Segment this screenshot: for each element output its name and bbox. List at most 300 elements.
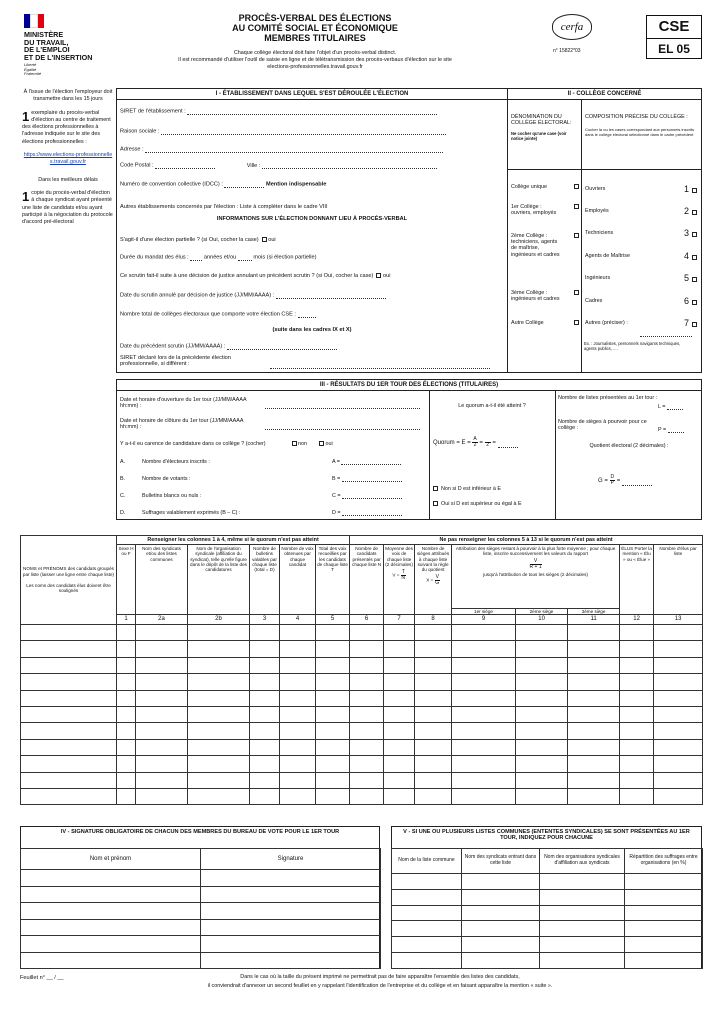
compo-checkbox[interactable]: [692, 322, 697, 327]
compo-label: Cadres: [585, 298, 603, 305]
liste-commune-cell[interactable]: [625, 937, 703, 953]
duree-annees-input[interactable]: [190, 254, 202, 261]
table-cell[interactable]: [568, 739, 620, 755]
table-cell[interactable]: [136, 690, 188, 706]
cerfa-logo: cerfa: [552, 14, 592, 40]
table-cell[interactable]: [568, 707, 620, 723]
college-option[interactable]: [511, 290, 579, 302]
table-cell[interactable]: [136, 657, 188, 673]
compo-checkbox[interactable]: [692, 232, 697, 237]
form-title-line: MEMBRES TITULAIRES: [264, 32, 366, 43]
quorum-oui-checkbox[interactable]: [433, 501, 438, 506]
motto-line: Égalité: [24, 66, 37, 72]
table-cell[interactable]: [350, 772, 384, 788]
table-cell[interactable]: [350, 657, 384, 673]
liste-commune-row: [392, 874, 703, 890]
liste-commune-cell[interactable]: [462, 905, 540, 921]
table-cell[interactable]: [250, 690, 280, 706]
table-cell[interactable]: [350, 723, 384, 739]
raison-input[interactable]: [161, 128, 446, 135]
vote-eq: B =: [332, 475, 341, 482]
adresse-input[interactable]: [145, 146, 443, 153]
table-cell[interactable]: [188, 789, 250, 805]
table-cell[interactable]: [250, 641, 280, 657]
table-cell[interactable]: [350, 756, 384, 772]
table-cell[interactable]: [280, 739, 316, 755]
column-number: 10: [516, 615, 568, 625]
formula-v: V =: [392, 573, 400, 579]
table-cell[interactable]: [516, 641, 568, 657]
vote-eq: A =: [332, 458, 340, 465]
signature-cell[interactable]: [21, 903, 201, 920]
table-cell[interactable]: [620, 690, 654, 706]
sidebar-number: 1: [22, 188, 30, 204]
table-cell[interactable]: [250, 739, 280, 755]
table-cell[interactable]: [316, 739, 350, 755]
table-cell[interactable]: [452, 723, 516, 739]
liste-commune-cell[interactable]: [392, 889, 462, 905]
sidebar-number: 1: [22, 108, 30, 124]
g-den: P: [610, 480, 614, 486]
ministry-logo: [24, 14, 119, 76]
partielle-label: S'agit-il d'une élection partielle ? (si Oui, cocher la case): [120, 237, 259, 243]
l-input[interactable]: [667, 403, 683, 410]
table-cell[interactable]: [620, 789, 654, 805]
college-option[interactable]: [511, 233, 579, 258]
liste-commune-cell[interactable]: [392, 937, 462, 953]
table-cell[interactable]: [452, 625, 516, 641]
signature-cell[interactable]: [21, 919, 201, 936]
table-cell[interactable]: [516, 690, 568, 706]
table-cell[interactable]: [350, 625, 384, 641]
table-cell[interactable]: [654, 756, 703, 772]
table-cell[interactable]: [620, 657, 654, 673]
table-cell[interactable]: [21, 789, 117, 805]
table-cell[interactable]: [516, 756, 568, 772]
table-cell[interactable]: [280, 789, 316, 805]
quorum-block: Le quorum a-t-il été atteint ? Quorum = E = $\frac{A}{2}$ = 2 = Non si D est inférieur à E Oui si D est supérieur ou égal à E: [433, 403, 551, 508]
liste-commune-cell[interactable]: [625, 953, 703, 969]
cp-input[interactable]: [155, 162, 215, 169]
signature-cell[interactable]: [21, 870, 201, 887]
table-cell[interactable]: [117, 739, 136, 755]
table-cell[interactable]: [280, 657, 316, 673]
table-cell[interactable]: [280, 674, 316, 690]
liste-commune-cell[interactable]: [462, 937, 540, 953]
table-cell[interactable]: [136, 756, 188, 772]
siret-prec-label: SIRET déclaré lors de la précédente élection professionnelle, si différent :: [120, 355, 231, 368]
table-cell[interactable]: [620, 739, 654, 755]
signature-cell[interactable]: [21, 952, 201, 969]
column-number: 2a: [136, 615, 188, 625]
ville-input[interactable]: [262, 162, 437, 169]
vote-input[interactable]: [341, 458, 401, 465]
vote-input[interactable]: [342, 492, 402, 499]
table-header-2: Ne pas renseigner les colonnes 5 à 13 si le quorum n'est pas atteint: [350, 536, 703, 545]
carence-non: non: [298, 441, 308, 447]
table-cell[interactable]: [384, 789, 415, 805]
college-checkbox[interactable]: [574, 320, 579, 325]
cloture-label: Date et horaire de clôture du 1er tour (JJ/MM/AAAA hh:mm) :: [120, 418, 244, 431]
table-cell[interactable]: [188, 723, 250, 739]
liste-commune-cell[interactable]: [462, 953, 540, 969]
quorum-label: Quorum =: [433, 440, 460, 447]
compo-checkbox[interactable]: [692, 277, 697, 282]
vote-letter: A.: [120, 458, 126, 465]
table-cell[interactable]: [620, 723, 654, 739]
table-cell[interactable]: [280, 625, 316, 641]
liste-commune-cell[interactable]: [462, 889, 540, 905]
table-cell[interactable]: [117, 690, 136, 706]
college-checkbox[interactable]: [574, 204, 579, 209]
table-cell[interactable]: [384, 641, 415, 657]
table-cell[interactable]: [117, 707, 136, 723]
liste-commune-cell[interactable]: [625, 921, 703, 937]
signature-cell[interactable]: [201, 870, 381, 887]
formula-n: N: [401, 575, 406, 582]
table-cell[interactable]: [280, 723, 316, 739]
annul-checkbox[interactable]: [376, 273, 381, 278]
table-cell[interactable]: [21, 641, 117, 657]
table-cell[interactable]: [452, 641, 516, 657]
table-cell[interactable]: [516, 674, 568, 690]
liste-commune-cell[interactable]: [540, 874, 625, 890]
signature-cell[interactable]: [201, 903, 381, 920]
liste-commune-cell[interactable]: [392, 874, 462, 890]
vote-label: Nombre d'électeurs inscrits :: [142, 458, 210, 465]
table-cell[interactable]: [452, 690, 516, 706]
column-number: 9: [452, 615, 516, 625]
date-annul-input[interactable]: [276, 292, 386, 299]
table-cell[interactable]: [415, 625, 452, 641]
col-head: Nombre de voix obtenues par chaque candidat: [280, 545, 316, 615]
table-cell[interactable]: [384, 707, 415, 723]
table-cell[interactable]: [516, 739, 568, 755]
table-cell[interactable]: [654, 789, 703, 805]
table-cell[interactable]: [568, 756, 620, 772]
table-cell[interactable]: [384, 756, 415, 772]
table-cell[interactable]: [316, 625, 350, 641]
compo-option[interactable]: [585, 228, 697, 238]
liste-commune-cell[interactable]: [540, 921, 625, 937]
table-cell[interactable]: [452, 657, 516, 673]
table-cell[interactable]: [384, 690, 415, 706]
carence-oui-checkbox[interactable]: [319, 441, 324, 446]
table-cell[interactable]: [250, 707, 280, 723]
table-cell[interactable]: [654, 641, 703, 657]
college-option[interactable]: [511, 204, 579, 216]
sidebar-instructions: [22, 89, 114, 226]
table-cell[interactable]: [188, 625, 250, 641]
table-cell[interactable]: [568, 690, 620, 706]
table-cell[interactable]: [188, 641, 250, 657]
table-cell[interactable]: [452, 789, 516, 805]
college-option[interactable]: [511, 184, 579, 190]
table-cell[interactable]: [316, 690, 350, 706]
table-cell[interactable]: [620, 756, 654, 772]
table-cell[interactable]: [136, 641, 188, 657]
p-input[interactable]: [668, 426, 684, 433]
table-cell[interactable]: [384, 739, 415, 755]
table-cell[interactable]: [384, 772, 415, 788]
duree-mois-input[interactable]: [238, 254, 252, 261]
table-cell[interactable]: [350, 674, 384, 690]
table-cell[interactable]: [516, 625, 568, 641]
liste-commune-cell[interactable]: [392, 921, 462, 937]
table-cell[interactable]: [136, 739, 188, 755]
liste-commune-cell[interactable]: [625, 889, 703, 905]
liste-commune-cell[interactable]: [540, 937, 625, 953]
table-cell[interactable]: [21, 707, 117, 723]
sidebar-link[interactable]: https://www.elections-professionnelles.travail.gouv.fr: [23, 152, 113, 166]
formula-vr: V: [530, 559, 542, 565]
ouverture-input[interactable]: [265, 402, 420, 409]
table-cell[interactable]: [21, 690, 117, 706]
date-prec-input[interactable]: [227, 343, 337, 350]
table-cell[interactable]: [620, 772, 654, 788]
col-head-siege: 1er siège: [452, 609, 516, 614]
table-cell[interactable]: [452, 707, 516, 723]
table-cell[interactable]: [21, 756, 117, 772]
table-cell[interactable]: [316, 756, 350, 772]
table-cell[interactable]: [280, 772, 316, 788]
compo-checkbox[interactable]: [692, 210, 697, 215]
table-cell[interactable]: [654, 707, 703, 723]
table-cell[interactable]: [415, 723, 452, 739]
compo-checkbox[interactable]: [692, 300, 697, 305]
table-cell[interactable]: [654, 674, 703, 690]
table-cell[interactable]: [136, 674, 188, 690]
table-cell[interactable]: [250, 674, 280, 690]
vote-input[interactable]: [342, 475, 402, 482]
compo-option[interactable]: [585, 318, 697, 328]
signature-cell[interactable]: [201, 936, 381, 953]
college-option[interactable]: [511, 320, 579, 326]
table-cell[interactable]: [568, 625, 620, 641]
compo-number: 7: [683, 318, 689, 328]
table-cell[interactable]: [280, 641, 316, 657]
table-cell[interactable]: [188, 707, 250, 723]
signature-row: [21, 936, 381, 953]
vote-input[interactable]: [342, 509, 402, 516]
compo-checkbox[interactable]: [692, 255, 697, 260]
listes-communes-table: [391, 848, 703, 969]
college-checkbox[interactable]: [574, 290, 579, 295]
table-cell[interactable]: [620, 707, 654, 723]
g-input[interactable]: [622, 479, 652, 486]
table-cell[interactable]: [350, 739, 384, 755]
table-cell[interactable]: [316, 789, 350, 805]
table-cell[interactable]: [415, 674, 452, 690]
table-cell[interactable]: [136, 723, 188, 739]
table-cell[interactable]: [350, 707, 384, 723]
footer-line: il conviendrait d'annexer un second feuillet en y rappelant l'identification de l'entreprise et du collège et en faisant apparaître la mention « suite ».: [207, 982, 553, 989]
table-cell[interactable]: [516, 657, 568, 673]
table-cell[interactable]: [350, 690, 384, 706]
cloture-input[interactable]: [265, 423, 420, 430]
ministry-line: DU TRAVAIL,: [24, 37, 69, 47]
table-cell[interactable]: [316, 707, 350, 723]
table-cell[interactable]: [654, 657, 703, 673]
table-cell[interactable]: [188, 756, 250, 772]
table-cell[interactable]: [384, 723, 415, 739]
table-cell[interactable]: [117, 625, 136, 641]
table-cell[interactable]: [350, 641, 384, 657]
college-checkbox[interactable]: [574, 184, 579, 189]
liste-commune-cell[interactable]: [462, 921, 540, 937]
table-cell[interactable]: [415, 657, 452, 673]
table-cell[interactable]: [415, 641, 452, 657]
table-cell[interactable]: [188, 657, 250, 673]
table-cell[interactable]: [280, 756, 316, 772]
table-cell[interactable]: [136, 625, 188, 641]
table-cell[interactable]: [136, 789, 188, 805]
table-cell[interactable]: [136, 707, 188, 723]
table-cell[interactable]: [654, 690, 703, 706]
table-cell[interactable]: [654, 625, 703, 641]
signature-cell[interactable]: [201, 886, 381, 903]
table-cell[interactable]: [384, 657, 415, 673]
college-checkbox[interactable]: [574, 233, 579, 238]
table-cell[interactable]: [350, 789, 384, 805]
table-cell[interactable]: [384, 674, 415, 690]
signature-cell[interactable]: [21, 886, 201, 903]
compo-option[interactable]: [585, 296, 697, 306]
table-cell[interactable]: [316, 772, 350, 788]
cp-label: Code Postal :: [120, 162, 154, 169]
ouverture-label: Date et horaire d'ouverture du 1er tour (JJ/MM/AAAA hh:mm) :: [120, 397, 247, 410]
idcc-input[interactable]: [224, 181, 264, 188]
table-cell[interactable]: [415, 739, 452, 755]
vote-letter: C.: [120, 492, 126, 499]
liste-commune-cell[interactable]: [540, 889, 625, 905]
table-cell[interactable]: [620, 641, 654, 657]
formula-t: T: [401, 569, 405, 576]
table-cell[interactable]: [250, 723, 280, 739]
table-cell[interactable]: [452, 739, 516, 755]
table-cell[interactable]: [188, 772, 250, 788]
signature-cell[interactable]: [21, 936, 201, 953]
liste-commune-cell[interactable]: [540, 905, 625, 921]
carence-non-checkbox[interactable]: [292, 441, 297, 446]
table-cell[interactable]: [21, 674, 117, 690]
table-cell[interactable]: [316, 641, 350, 657]
table-cell[interactable]: [452, 674, 516, 690]
table-cell[interactable]: [568, 723, 620, 739]
compo-option[interactable]: [585, 251, 697, 261]
table-cell[interactable]: [117, 789, 136, 805]
column-number: 6: [350, 615, 384, 625]
table-cell[interactable]: [568, 641, 620, 657]
table-cell[interactable]: [568, 674, 620, 690]
liste-commune-cell[interactable]: [392, 953, 462, 969]
table-cell[interactable]: [452, 772, 516, 788]
table-cell[interactable]: [415, 756, 452, 772]
table-cell[interactable]: [316, 657, 350, 673]
siret-input[interactable]: [187, 108, 437, 115]
siret-label: SIRET de l'établissement :: [120, 108, 186, 115]
table-cell[interactable]: [415, 789, 452, 805]
table-cell[interactable]: [250, 789, 280, 805]
table-cell[interactable]: [568, 657, 620, 673]
quorum-input[interactable]: [498, 441, 518, 448]
liste-commune-cell[interactable]: [392, 905, 462, 921]
table-cell[interactable]: [117, 723, 136, 739]
table-cell[interactable]: [415, 690, 452, 706]
table-cell[interactable]: [250, 657, 280, 673]
col-head: Nom de l'organisation syndicale (affiliation du syndicat), telle qu'elle figure dans le dépôt de la liste des candidatures: [188, 545, 250, 615]
signature-cell[interactable]: [201, 952, 381, 969]
g-num: D: [610, 474, 615, 480]
table-cell[interactable]: [316, 723, 350, 739]
table-cell[interactable]: [250, 772, 280, 788]
lc-col: Nom des organisations syndicales d'affiliation aux syndicats: [540, 849, 625, 874]
table-cell[interactable]: [452, 756, 516, 772]
table-cell[interactable]: [620, 674, 654, 690]
table-cell[interactable]: [117, 657, 136, 673]
partielle-checkbox[interactable]: [262, 237, 267, 242]
table-cell[interactable]: [516, 772, 568, 788]
table-cell[interactable]: [188, 674, 250, 690]
table-cell[interactable]: [188, 690, 250, 706]
table-cell[interactable]: [21, 723, 117, 739]
liste-commune-cell[interactable]: [540, 953, 625, 969]
liste-commune-cell[interactable]: [625, 905, 703, 921]
table-cell[interactable]: [516, 707, 568, 723]
table-cell[interactable]: [188, 739, 250, 755]
table-cell[interactable]: [21, 625, 117, 641]
compo-number: 4: [683, 251, 689, 261]
signature-cell[interactable]: [201, 919, 381, 936]
compo-option[interactable]: [585, 273, 697, 283]
table-cell[interactable]: [568, 772, 620, 788]
table-cell[interactable]: [516, 723, 568, 739]
table-cell[interactable]: [280, 690, 316, 706]
table-cell[interactable]: [117, 641, 136, 657]
table-cell[interactable]: [250, 625, 280, 641]
duree-label: Durée du mandat des élus :: [120, 254, 189, 261]
compo-option[interactable]: [585, 206, 697, 216]
liste-commune-cell[interactable]: [462, 874, 540, 890]
table-cell[interactable]: [654, 739, 703, 755]
liste-commune-cell[interactable]: [625, 874, 703, 890]
table-cell[interactable]: [117, 674, 136, 690]
table-cell[interactable]: [117, 772, 136, 788]
nb-colleges-input[interactable]: [298, 311, 316, 318]
table-cell[interactable]: [654, 772, 703, 788]
table-cell[interactable]: [415, 707, 452, 723]
table-cell[interactable]: [21, 739, 117, 755]
table-cell[interactable]: [620, 625, 654, 641]
quorum-non-checkbox[interactable]: [433, 486, 438, 491]
table-cell[interactable]: [117, 756, 136, 772]
table-cell[interactable]: [516, 789, 568, 805]
table-cell[interactable]: [21, 657, 117, 673]
table-cell[interactable]: [316, 674, 350, 690]
table-cell[interactable]: [568, 789, 620, 805]
siret-prec-input[interactable]: [270, 362, 490, 369]
compo-option[interactable]: [585, 184, 697, 194]
table-cell[interactable]: [280, 707, 316, 723]
table-cell[interactable]: [21, 772, 117, 788]
table-cell[interactable]: [654, 723, 703, 739]
table-cell[interactable]: [384, 625, 415, 641]
compo-checkbox[interactable]: [692, 188, 697, 193]
quorum-den: 2: [486, 442, 490, 449]
table-cell[interactable]: [136, 772, 188, 788]
table-cell[interactable]: [415, 772, 452, 788]
table-cell[interactable]: [250, 756, 280, 772]
